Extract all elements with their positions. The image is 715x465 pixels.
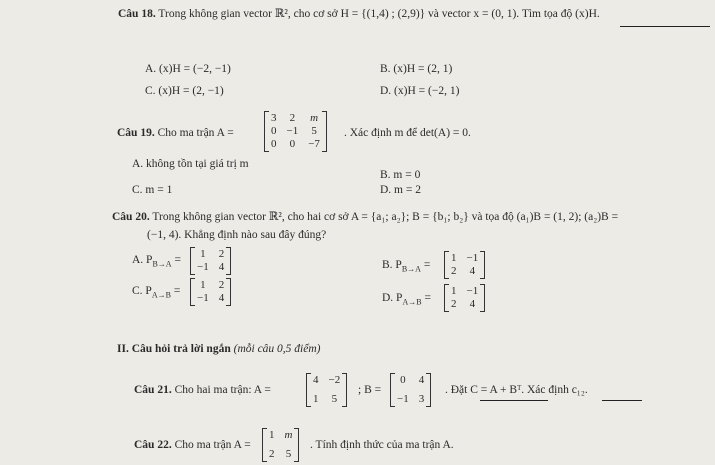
q21-text-pre: Cho hai ma trận: A = bbox=[174, 384, 271, 396]
q18-option-b: B. (x)H = (2, 1) bbox=[380, 63, 453, 75]
q19-option-a: A. không tồn tại giá trị m bbox=[132, 158, 249, 170]
q20-option-a-subscript: B→A bbox=[152, 259, 172, 269]
q19-matrix-cell: 5 bbox=[311, 125, 317, 137]
q21-matrix-cell: −2 bbox=[328, 374, 341, 386]
q18-underline bbox=[620, 26, 710, 27]
q20-text: Trong không gian vector ℝ², cho hai cơ sở A = {a₁; a₂}; B = {b₁; b₂} và tọa độ (a₁)B = (1, 2); (a₂)B = bbox=[152, 211, 619, 223]
q20-matrix-cell: 4 bbox=[469, 265, 476, 277]
q22-statement-pre bbox=[134, 438, 251, 452]
q21-matrix-a bbox=[306, 373, 347, 407]
q21-text-post: . Đặt C = A + Bᵀ. Xác định c₁₂. bbox=[445, 384, 588, 396]
q21-matrix-cell: 1 bbox=[313, 393, 319, 405]
q20-option-d-text: D. P bbox=[382, 292, 403, 304]
q20-matrix-cell: 2 bbox=[451, 265, 457, 277]
q22-matrix-cell: 5 bbox=[285, 448, 292, 460]
q22-text-pre: Cho ma trận A = bbox=[174, 439, 251, 451]
q19-option-c: C. m = 1 bbox=[132, 184, 173, 196]
q21-underline-2 bbox=[602, 400, 642, 401]
q21-matrix-cell: 4 bbox=[313, 374, 319, 386]
q20-matrix-cell: 2 bbox=[218, 279, 225, 291]
q21-matrix-b bbox=[390, 373, 431, 407]
q19-matrix-cell: 0 bbox=[271, 138, 277, 150]
q20-option-a-label: A. $P_{B\to A}$ = bbox=[132, 254, 181, 269]
q20-label: Câu 20. bbox=[112, 211, 150, 223]
q19-matrix-cell: 0 bbox=[271, 125, 277, 137]
q20-option-a-text: A. P bbox=[132, 254, 153, 266]
q20-matrix-cell: 1 bbox=[451, 285, 457, 297]
q22-matrix-cell: 1 bbox=[269, 429, 275, 441]
q20-statement bbox=[112, 210, 618, 224]
q20-matrix-cell: 2 bbox=[218, 248, 225, 260]
q18-option-a: A. (x)H = (−2, −1) bbox=[145, 63, 231, 75]
q21-underline bbox=[480, 400, 548, 401]
q20-option-b-subscript: B→A bbox=[401, 264, 421, 274]
q20-matrix-cell: 1 bbox=[200, 279, 206, 291]
q19-text-pre: Cho ma trận A = bbox=[157, 127, 234, 139]
q20-matrix-cell: 1 bbox=[200, 248, 206, 260]
q18-option-d: D. (x)H = (−2, 1) bbox=[380, 85, 460, 97]
q22-label: Câu 22. bbox=[134, 439, 172, 451]
q21-matrix-cell: 5 bbox=[331, 393, 338, 405]
q21-statement-pre bbox=[134, 383, 271, 397]
q18-statement bbox=[118, 7, 600, 21]
q20-option-c-subscript: A→B bbox=[151, 290, 171, 300]
q21-matrix-cell: 0 bbox=[400, 374, 406, 386]
q20-matrix-cell: −1 bbox=[197, 261, 209, 273]
q20-matrix-cell: 2 bbox=[451, 298, 457, 310]
q19-text-post: . Xác định m để det(A) = 0. bbox=[344, 127, 471, 139]
q19-matrix-cell: 3 bbox=[271, 112, 277, 124]
q20-matrix-cell: −1 bbox=[466, 252, 479, 264]
q20-matrix-cell: 4 bbox=[218, 261, 225, 273]
q21-text-mid: ; B = bbox=[358, 384, 382, 396]
q20-option-c-label: C. $P_{A\to B}$ = bbox=[132, 285, 181, 300]
q19-matrix bbox=[264, 111, 327, 152]
q18-text: Trong không gian vector ℝ², cho cơ sở H = {(1,4) ; (2,9)} và vector x = (0, 1). Tìm tọa độ (x)H. bbox=[158, 8, 600, 20]
q20-matrix-cell: 4 bbox=[469, 298, 476, 310]
q22-matrix-cell: m bbox=[284, 429, 293, 441]
q20-option-b-text: B. P bbox=[382, 259, 402, 271]
q20-matrix-cell: 4 bbox=[218, 292, 225, 304]
q20-matrix-cell: −1 bbox=[466, 285, 479, 297]
q21-label: Câu 21. bbox=[134, 384, 172, 396]
q21-matrix-cell: 4 bbox=[418, 374, 425, 386]
q19-option-b: B. m = 0 bbox=[380, 169, 421, 181]
q20-option-d-label: D. $P_{A\to B}$ = bbox=[382, 292, 431, 307]
q20-matrix-cell: −1 bbox=[197, 292, 209, 304]
q21-matrix-cell: −1 bbox=[397, 393, 409, 405]
q21-matrix-cell: 3 bbox=[418, 393, 425, 405]
q19-option-d: D. m = 2 bbox=[380, 184, 421, 196]
section2-title: II. Câu hỏi trả lời ngắn bbox=[117, 343, 231, 355]
q20-option-b-matrix bbox=[444, 251, 485, 279]
q20-option-b-label: B. $P_{B\to A}$ = bbox=[382, 259, 431, 274]
q20-option-d-matrix bbox=[444, 284, 485, 312]
q20-option-c-text: C. P bbox=[132, 285, 152, 297]
section2-note: (mỗi câu 0,5 điểm) bbox=[233, 343, 321, 355]
q19-matrix-cell: m bbox=[310, 112, 319, 124]
q19-label: Câu 19. bbox=[117, 127, 155, 139]
q19-matrix-cell: −1 bbox=[286, 125, 299, 137]
q20-matrix-cell: 1 bbox=[451, 252, 457, 264]
q20-option-d-subscript: A→B bbox=[402, 297, 422, 307]
q19-matrix-cell: −7 bbox=[308, 138, 320, 150]
q18-option-c: C. (x)H = (2, −1) bbox=[145, 85, 224, 97]
q22-matrix bbox=[262, 428, 299, 462]
q20-option-a-matrix bbox=[190, 247, 231, 275]
q20-text-line2: (−1, 4). Khẳng định nào sau đây đúng? bbox=[147, 229, 327, 241]
section2-heading bbox=[117, 342, 320, 356]
q18-label: Câu 18. bbox=[118, 8, 156, 20]
q20-option-c-matrix bbox=[190, 278, 231, 306]
q19-statement-pre bbox=[117, 126, 234, 140]
q19-matrix-cell: 0 bbox=[289, 138, 296, 150]
q19-matrix-cell: 2 bbox=[289, 112, 296, 124]
q22-text-post: . Tính định thức của ma trận A. bbox=[310, 439, 454, 451]
q22-matrix-cell: 2 bbox=[269, 448, 275, 460]
